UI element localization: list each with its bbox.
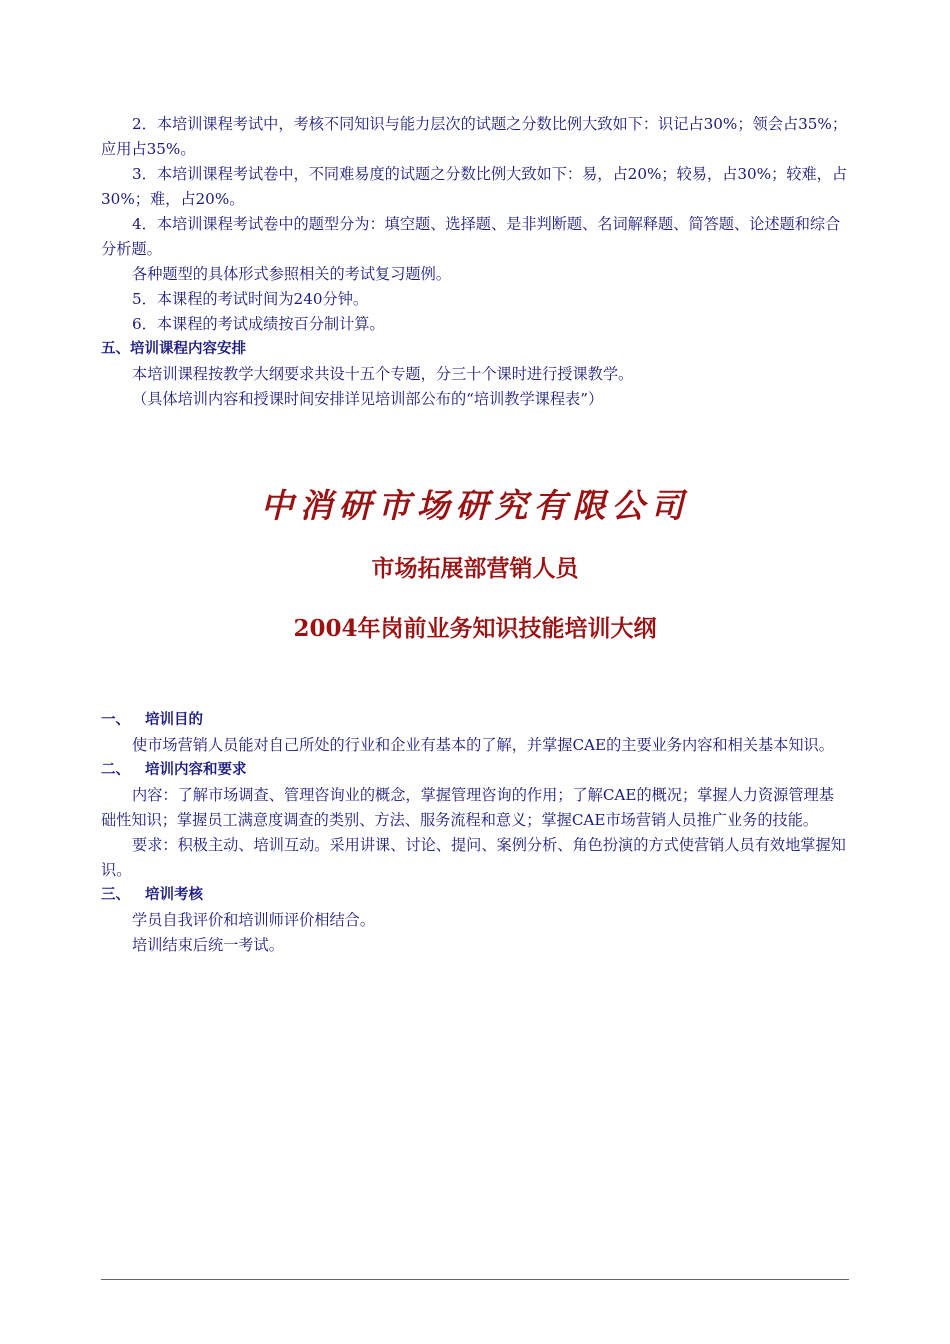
department-subtitle: 市场拓展部营销人员 (371, 555, 579, 582)
paragraph-question-types: 4．本培训课程考试卷中的题型分为：填空题、选择题、是非判断题、名词解释题、简答题、论述题和综合分析题。 (101, 215, 841, 258)
paragraph-question-forms: 各种题型的具体形式参照相关的考试复习题例。 (132, 265, 451, 283)
company-name-title: 中消研市场研究有限公司 (260, 486, 690, 525)
heading-training-assessment (101, 883, 849, 908)
footer-divider (101, 1279, 849, 1280)
section-number: 一、 (101, 712, 130, 728)
exam-rules-block (101, 112, 849, 412)
section-title: 培训内容和要求 (145, 762, 247, 778)
paragraph-assessment-1: 学员自我评价和培训师评价相结合。 (132, 911, 375, 929)
paragraph-requirements: 要求：积极主动、培训互动。采用讲课、讨论、提问、案例分析、角色扮演的方式使营销人员有效地掌握知识。 (101, 836, 846, 879)
paragraph-assessment-2: 培训结束后统一考试。 (132, 936, 284, 954)
paragraph-exam-grading: 6．本课程的考试成绩按百分制计算。 (132, 315, 385, 333)
paragraph-exam-time: 5．本课程的考试时间为240分钟。 (132, 290, 369, 308)
heading-training-content (101, 758, 849, 783)
paragraph-score-ratio: 2．本培训课程考试中，考核不同知识与能力层次的试题之分数比例大致如下：识记占30%；领会占35%；应用占35%。 (101, 115, 848, 158)
paragraph-purpose: 使市场营销人员能对自己所处的行业和企业有基本的了解，并掌握CAE的主要业务内容和相关基本知识。 (132, 736, 834, 754)
section-title: 培训考核 (145, 887, 203, 903)
paragraph-difficulty-ratio: 3．本培训课程考试卷中，不同难易度的试题之分数比例大致如下：易，占20%；较易，占30%；较难，占30%；难，占20%。 (101, 165, 848, 208)
section-number: 二、 (101, 762, 130, 778)
paragraph-course-topics: 本培训课程按教学大纲要求共设十五个专题，分三十个课时进行授课教学。 (132, 365, 634, 383)
paragraph-schedule-note: （具体培训内容和授课时间安排详见培训部公布的“培训教学课程表”） (132, 390, 604, 408)
paragraph-content: 内容：了解市场调查、管理咨询业的概念，掌握管理咨询的作用；了解CAE的概况；掌握人力资源管理基础性知识；掌握员工满意度调查的类别、方法、服务流程和意义；掌握CAE市场营销人员推广业务的技能。 (101, 786, 834, 829)
training-outline-block (101, 708, 849, 958)
section-title: 培训目的 (145, 712, 203, 728)
outline-title: 2004年岗前业务知识技能培训大纲 (293, 615, 657, 642)
heading-training-purpose (101, 708, 849, 733)
heading-course-arrangement: 五、培训课程内容安排 (101, 341, 246, 357)
section-number: 三、 (101, 887, 130, 903)
